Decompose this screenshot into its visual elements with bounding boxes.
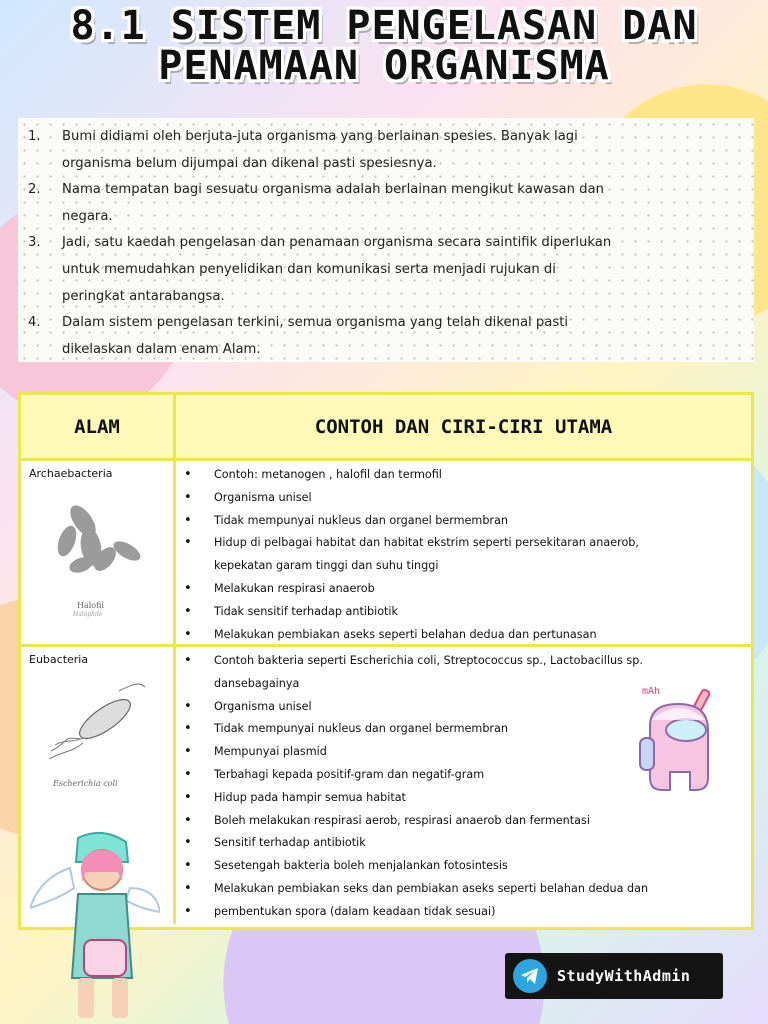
list-item [184,650,745,673]
list-item [184,878,745,901]
angel-illustration-icon [30,828,160,1024]
intro-panel [18,118,754,362]
list-item-text: Contoh bakteria seperti Escherichia coli, Streptococcus sp., Lactobacillus sp. [214,654,643,667]
list-item-continuation [184,555,745,578]
e-coli-image [41,681,161,771]
list-item-text: kepekatan garam tinggi dan suhu tinggi [214,559,439,573]
list-item [184,578,745,601]
intro-line: peringkat antarabangsa. [62,288,225,304]
bullet-icon: • [184,467,192,482]
bullet-icon: • [184,903,192,919]
alam-cell [21,461,176,644]
sticker-label: mAh [642,686,661,697]
intro-text [62,310,742,363]
image-caption: Escherichia coli [53,779,118,788]
crewmate-icon [636,686,728,810]
list-item [184,855,745,878]
intro-text [62,177,742,230]
bullet-icon: • [184,858,192,874]
list-item-text: Mempunyai plasmid [214,745,327,759]
bullet-icon: • [184,698,192,714]
bullet-icon: • [184,489,192,505]
bullet-icon: • [184,880,192,896]
bullet-icon: • [184,744,192,760]
telegram-badge[interactable] [505,953,723,999]
page-title [0,3,768,89]
intro-item [28,124,742,177]
bullet-icon: • [184,789,192,805]
intro-line: Nama tempatan bagi sesuatu organisma adalah berlainan mengikut kawasan dan [62,182,604,198]
list-item-text: pembentukan spora (dalam keadaan tidak sesuai) [214,904,496,918]
table-row [21,461,751,647]
bullet-icon: • [184,653,192,668]
list-item-text: Boleh melakukan respirasi aerob, respirasi anaerob dan fermentasi [214,813,590,827]
list-item [184,901,745,924]
angel-character [30,828,160,1024]
bullet-icon: • [184,626,192,642]
list-item-text: Organisma unisel [214,699,312,713]
list-item-text: Melakukan pembiakan aseks seperti belahan dedua dan pertunasan [214,627,597,641]
bullet-icon: • [184,812,192,828]
bullet-icon: • [184,580,192,596]
list-item-text: Sesetengah bakteria boleh menjalankan fotosintesis [214,859,508,873]
list-item-text: Tidak mempunyai nukleus dan organel bermembran [214,722,508,736]
list-item-text: Terbahagi kepada positif-gram dan negatif-gram [214,767,485,781]
bullet-icon: • [184,603,192,619]
alam-name: Archaebacteria [29,467,113,480]
intro-number: 2. [28,182,41,198]
bullet-icon: • [184,512,192,528]
bullet-icon: • [184,835,192,851]
list-item-text: Sensitif terhadap antibiotik [214,836,366,850]
list-item-text: Tidak mempunyai nukleus dan organel bermembran [214,513,508,527]
bullet-icon: • [184,535,192,551]
list-item [184,601,745,624]
intro-text [62,124,742,177]
list-item-text: Organisma unisel [214,490,312,504]
image-caption: Halofil [77,601,105,610]
list-item [184,624,745,647]
bullet-icon: • [184,721,192,737]
intro-line: Jadi, satu kaedah pengelasan dan penamaan organisma secara saintifik diperlukan [62,235,612,251]
intro-item [28,310,742,363]
feature-list [176,461,751,644]
list-item [184,510,745,533]
list-item-text: Tidak sensitif terhadap antibiotik [214,604,399,618]
list-item-text: Contoh: metanogen , halofil dan termofil [214,468,442,481]
list-item-text: dansebagainya [214,676,300,690]
list-item [184,464,745,487]
title-line-2: PENAMAAN ORGANISMA [158,43,610,89]
header-contoh: CONTOH DAN CIRI-CIRI UTAMA [314,415,613,438]
list-item-text: Melakukan respirasi anaerob [214,581,375,595]
halophile-image [43,499,153,599]
telegram-icon [513,959,547,993]
intro-number: 1. [28,129,41,144]
intro-text [62,230,742,310]
intro-line: negara. [62,208,113,224]
list-item [184,532,745,555]
intro-line: Dalam sistem pengelasan terkini, semua organisma yang telah dikenal pasti [62,315,569,331]
list-item-text: Hidup di pelbagai habitat dan habitat ekstrim seperti persekitaran anaerob, [214,536,639,550]
intro-number: 3. [28,235,41,251]
list-item-text: Hidup pada hampir semua habitat [214,790,406,804]
table-header [21,395,751,461]
alam-name: Eubacteria [29,653,89,666]
list-item [184,832,745,855]
badge-label: StudyWithAdmin [557,967,691,985]
intro-item [28,230,742,310]
bullet-icon: • [184,766,192,782]
list-item [184,487,745,510]
header-alam: ALAM [21,395,176,458]
intro-line: Bumi didiami oleh berjuta-juta organisma yang berlainan spesies. Banyak lagi [62,129,578,144]
intro-number: 4. [28,315,41,331]
crewmate-sticker [636,686,728,814]
intro-line: untuk memudahkan penyelidikan dan komunikasi serta menjadi rujukan di [62,261,556,277]
intro-line: dikelaskan dalam enam Alam. [62,341,261,357]
title-line-1: 8.1 SISTEM PENGELASAN DAN [70,3,698,49]
list-item-text: Melakukan pembiakan seks dan pembiakan aseks seperti belahan dedua dan [214,881,649,895]
intro-line: organisma belum dijumpai dan dikenal pasti spesiesnya. [62,155,437,171]
image-subcaption: Halophile [73,611,103,618]
intro-item [28,177,742,230]
